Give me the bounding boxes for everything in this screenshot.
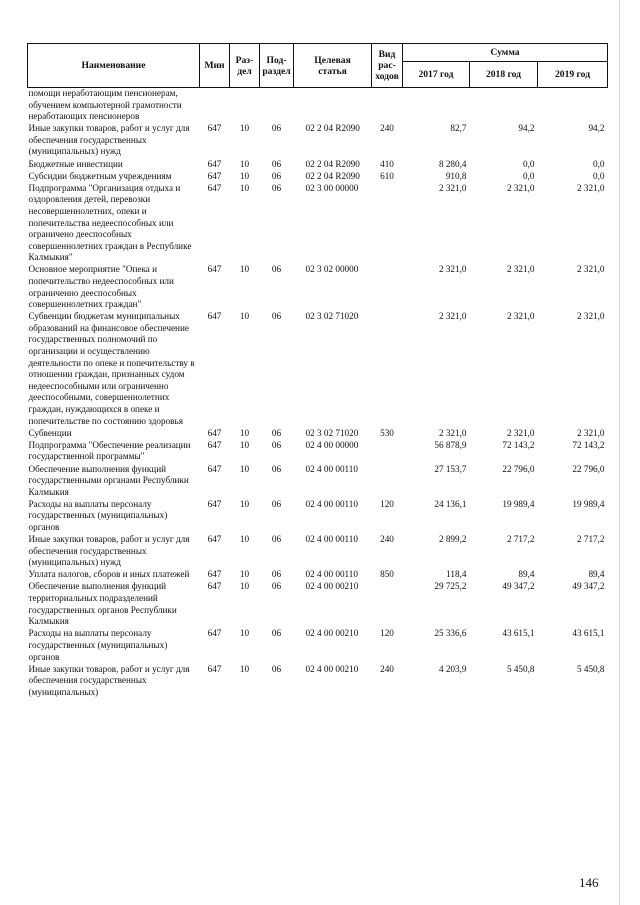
table-row: [28, 159, 608, 171]
cell-celevaya: 02 2 04 R2090: [305, 170, 360, 181]
cell-y2018: 2 321,0: [506, 427, 535, 438]
header-summa: Сумма: [403, 44, 608, 62]
cell-y2019: 43 615,1: [572, 628, 605, 639]
cell-razdel: 10: [239, 182, 250, 193]
cell-vid: [372, 264, 403, 311]
cell-podrazdel: 06: [271, 663, 282, 674]
cell-podrazdel: [260, 88, 294, 124]
cell-razdel: 10: [239, 158, 250, 169]
cell-min: 647: [207, 158, 222, 169]
cell-y2019: 22 796,0: [572, 463, 605, 474]
cell-name: Расходы на выплаты персоналу государственных (муниципальных) органов: [28, 498, 168, 532]
cell-y2019: 19 989,4: [572, 498, 605, 509]
cell-name: Подпрограмма "Обеспечение реализации государственной программы": [28, 439, 191, 462]
table-row: [28, 464, 608, 499]
header-2019: 2019 год: [538, 62, 608, 88]
table-row: [28, 428, 608, 440]
cell-name: Субсидии бюджетным учреждениям: [28, 170, 172, 181]
table-body: [28, 88, 608, 699]
cell-y2017: 2 321,0: [438, 182, 467, 193]
cell-podrazdel: 06: [271, 569, 282, 580]
scan-edge-line: [619, 0, 620, 905]
cell-y2017: 2 321,0: [438, 311, 467, 322]
cell-razdel: 10: [239, 123, 250, 134]
cell-name: Субвенции бюджетам муниципальных образований на финансовое обеспечение государственных полномочий по организации и осуществлению деятельности по опеке и попечительству в отношении граждан, признанных судом недееспособными или ограниченно дееспособными, совершеннолетних граждан, нуждающихся в опеке и попечительстве по состоянию здоровья: [28, 311, 195, 426]
cell-celevaya: 02 4 00 00110: [305, 498, 358, 509]
cell-celevaya: 02 4 00 00110: [305, 463, 358, 474]
cell-vid: [372, 183, 403, 265]
cell-y2018: 0,0: [523, 158, 535, 169]
cell-name: Обеспечение выполнения функций государственными органами Республики Калмыкия: [28, 463, 189, 497]
cell-name: помощи неработающим пенсионерам, обучением компьютерной грамотности неработающих пенсионеров: [28, 88, 182, 122]
cell-name: Подпрограмма "Организация отдыха и оздоровления детей, перевозки несовершеннолетних, опеки и попечительства недееспособных или ограничено дееспособных совершеннолетних граждан в Республике Калмыкия": [28, 182, 192, 263]
header-2018: 2018 год: [470, 62, 538, 88]
header-name: Наименование: [28, 44, 200, 88]
cell-y2019: 72 143,2: [572, 439, 605, 450]
cell-y2017: 4 203,9: [438, 663, 467, 674]
cell-vid: 120: [380, 628, 394, 639]
cell-razdel: 10: [239, 534, 250, 545]
cell-y2017: 27 153,7: [434, 463, 467, 474]
table-row: [28, 440, 608, 464]
cell-celevaya: 02 3 00 00000: [305, 182, 359, 193]
cell-y2019: 2 717,2: [576, 534, 605, 545]
cell-razdel: 10: [239, 628, 250, 639]
cell-y2019: 0,0: [593, 170, 605, 181]
cell-celevaya: 02 2 04 R2090: [305, 158, 360, 169]
cell-min: 647: [207, 170, 222, 181]
table-row: [28, 264, 608, 311]
cell-y2019: 5 450,8: [576, 663, 605, 674]
cell-min: 647: [207, 427, 222, 438]
cell-min: 647: [207, 569, 222, 580]
cell-min: 647: [207, 628, 222, 639]
cell-podrazdel: 06: [271, 427, 282, 438]
cell-podrazdel: 06: [271, 463, 282, 474]
cell-y2017: 24 136,1: [434, 498, 467, 509]
cell-razdel: 10: [239, 170, 250, 181]
cell-razdel: 10: [239, 463, 250, 474]
cell-min: 647: [207, 123, 222, 134]
cell-y2017: [403, 88, 470, 124]
cell-y2019: 2 321,0: [576, 427, 605, 438]
cell-razdel: 10: [239, 663, 250, 674]
cell-y2019: 2 321,0: [576, 264, 605, 275]
cell-name: Бюджетные инвестиции: [28, 158, 123, 169]
cell-name: Субвенции: [28, 427, 72, 438]
table-header: [28, 44, 608, 88]
cell-min: [200, 88, 230, 124]
cell-celevaya: 02 3 02 71020: [305, 427, 359, 438]
cell-y2017: 82,7: [450, 123, 467, 134]
table-row: [28, 171, 608, 183]
cell-vid: 120: [380, 498, 394, 509]
cell-celevaya: 02 4 00 00000: [305, 439, 359, 450]
cell-celevaya: 02 4 00 00110: [305, 569, 358, 580]
table-row: [28, 628, 608, 663]
cell-vid: [372, 581, 403, 628]
cell-vid: 240: [380, 123, 394, 134]
cell-razdel: 10: [239, 264, 250, 275]
cell-podrazdel: 06: [271, 311, 282, 322]
cell-y2017: 2 899,2: [438, 534, 467, 545]
cell-y2018: 2 717,2: [506, 534, 535, 545]
cell-podrazdel: 06: [271, 264, 282, 275]
cell-y2017: 2 321,0: [438, 427, 467, 438]
cell-y2018: 2 321,0: [506, 182, 535, 193]
cell-vid: [372, 311, 403, 427]
cell-y2018: 22 796,0: [502, 463, 535, 474]
cell-y2018: 43 615,1: [502, 628, 535, 639]
cell-razdel: [230, 88, 260, 124]
cell-y2018: 94,2: [518, 123, 535, 134]
table-row: [28, 581, 608, 628]
cell-name: Иные закупки товаров, работ и услуг для обеспечения государственных (муниципальных): [28, 663, 190, 697]
header-celevaya: Целевая статья: [294, 44, 372, 88]
cell-razdel: 10: [239, 427, 250, 438]
cell-y2018: 5 450,8: [506, 663, 535, 674]
cell-y2018: 72 143,2: [502, 439, 535, 450]
cell-min: 647: [207, 311, 222, 322]
cell-podrazdel: 06: [271, 170, 282, 181]
cell-min: 647: [207, 182, 222, 193]
cell-vid: 240: [380, 663, 394, 674]
cell-celevaya: 02 2 04 R2090: [305, 123, 360, 134]
cell-podrazdel: 06: [271, 581, 282, 592]
header-min: Мин: [200, 44, 230, 88]
cell-min: 647: [207, 663, 222, 674]
table-row: [28, 569, 608, 581]
cell-podrazdel: 06: [271, 182, 282, 193]
cell-y2017: 29 725,2: [434, 581, 467, 592]
cell-y2017: 25 336,6: [434, 628, 467, 639]
cell-podrazdel: 06: [271, 534, 282, 545]
cell-y2018: 19 989,4: [502, 498, 535, 509]
cell-y2019: 2 321,0: [576, 182, 605, 193]
cell-name: Иные закупки товаров, работ и услуг для обеспечения государственных (муниципальных) нужд: [28, 534, 190, 568]
table-row: [28, 534, 608, 569]
cell-razdel: 10: [239, 311, 250, 322]
cell-vid: [372, 440, 403, 464]
table-row: [28, 499, 608, 534]
cell-celevaya: 02 4 00 00210: [305, 628, 359, 639]
cell-y2019: 2 321,0: [576, 311, 605, 322]
table-row: [28, 311, 608, 427]
cell-y2017: 56 878,9: [434, 439, 467, 450]
cell-y2017: 8 280,4: [438, 158, 467, 169]
cell-y2018: 0,0: [523, 170, 535, 181]
cell-celevaya: 02 4 00 00110: [305, 534, 358, 545]
cell-podrazdel: 06: [271, 628, 282, 639]
cell-razdel: 10: [239, 439, 250, 450]
cell-vid: 610: [380, 170, 394, 181]
cell-name: Уплата налогов, сборов и иных платежей: [28, 569, 190, 580]
cell-celevaya: 02 3 02 71020: [305, 311, 359, 322]
cell-razdel: 10: [239, 569, 250, 580]
cell-name: Обеспечение выполнения функций территориальных подразделений государственных органов Республики Калмыкия: [28, 581, 177, 627]
cell-y2019: 0,0: [593, 158, 605, 169]
budget-table: [27, 43, 608, 699]
cell-y2018: [470, 88, 538, 124]
cell-vid: [372, 88, 403, 124]
cell-name: Основное мероприятие "Опека и попечительство недееспособных или ограниченно дееспособных совершеннолетних граждан": [28, 264, 174, 310]
cell-y2017: 2 321,0: [438, 264, 467, 275]
cell-y2018: 89,4: [518, 569, 535, 580]
cell-name: Иные закупки товаров, работ и услуг для обеспечения государственных (муниципальных) нужд: [28, 123, 190, 157]
cell-celevaya: 02 3 02 00000: [305, 264, 359, 275]
cell-vid: 530: [380, 427, 394, 438]
cell-vid: 240: [380, 534, 394, 545]
table-row: [28, 123, 608, 158]
cell-name: Расходы на выплаты персоналу государственных (муниципальных) органов: [28, 628, 168, 662]
cell-y2019: 94,2: [588, 123, 605, 134]
cell-razdel: 10: [239, 498, 250, 509]
table-row: [28, 88, 608, 124]
cell-y2019: [538, 88, 608, 124]
cell-celevaya: 02 4 00 00210: [305, 663, 359, 674]
header-2017: 2017 год: [403, 62, 470, 88]
cell-razdel: 10: [239, 581, 250, 592]
header-vid: Вид рас- ходов: [372, 44, 403, 88]
cell-celevaya: 02 4 00 00210: [305, 581, 359, 592]
cell-y2017: 118,4: [446, 569, 467, 580]
cell-y2019: 49 347,2: [572, 581, 605, 592]
cell-podrazdel: 06: [271, 158, 282, 169]
cell-podrazdel: 06: [271, 439, 282, 450]
cell-min: 647: [207, 498, 222, 509]
cell-vid: 850: [380, 569, 394, 580]
cell-vid: [372, 464, 403, 499]
cell-y2018: 2 321,0: [506, 264, 535, 275]
cell-min: 647: [207, 264, 222, 275]
cell-y2017: 910,8: [445, 170, 467, 181]
cell-min: 647: [207, 581, 222, 592]
cell-podrazdel: 06: [271, 123, 282, 134]
cell-vid: 410: [380, 158, 394, 169]
cell-min: 647: [207, 463, 222, 474]
table-row: [28, 183, 608, 265]
cell-y2018: 49 347,2: [502, 581, 535, 592]
table-row: [28, 664, 608, 699]
cell-y2018: 2 321,0: [506, 311, 535, 322]
cell-min: 647: [207, 439, 222, 450]
cell-y2019: 89,4: [588, 569, 605, 580]
cell-celevaya: [294, 88, 372, 124]
header-podrazdel: Под- раздел: [260, 44, 294, 88]
cell-min: 647: [207, 534, 222, 545]
page-number: 146: [579, 875, 599, 890]
cell-podrazdel: 06: [271, 498, 282, 509]
header-razdel: Раз- дел: [230, 44, 260, 88]
